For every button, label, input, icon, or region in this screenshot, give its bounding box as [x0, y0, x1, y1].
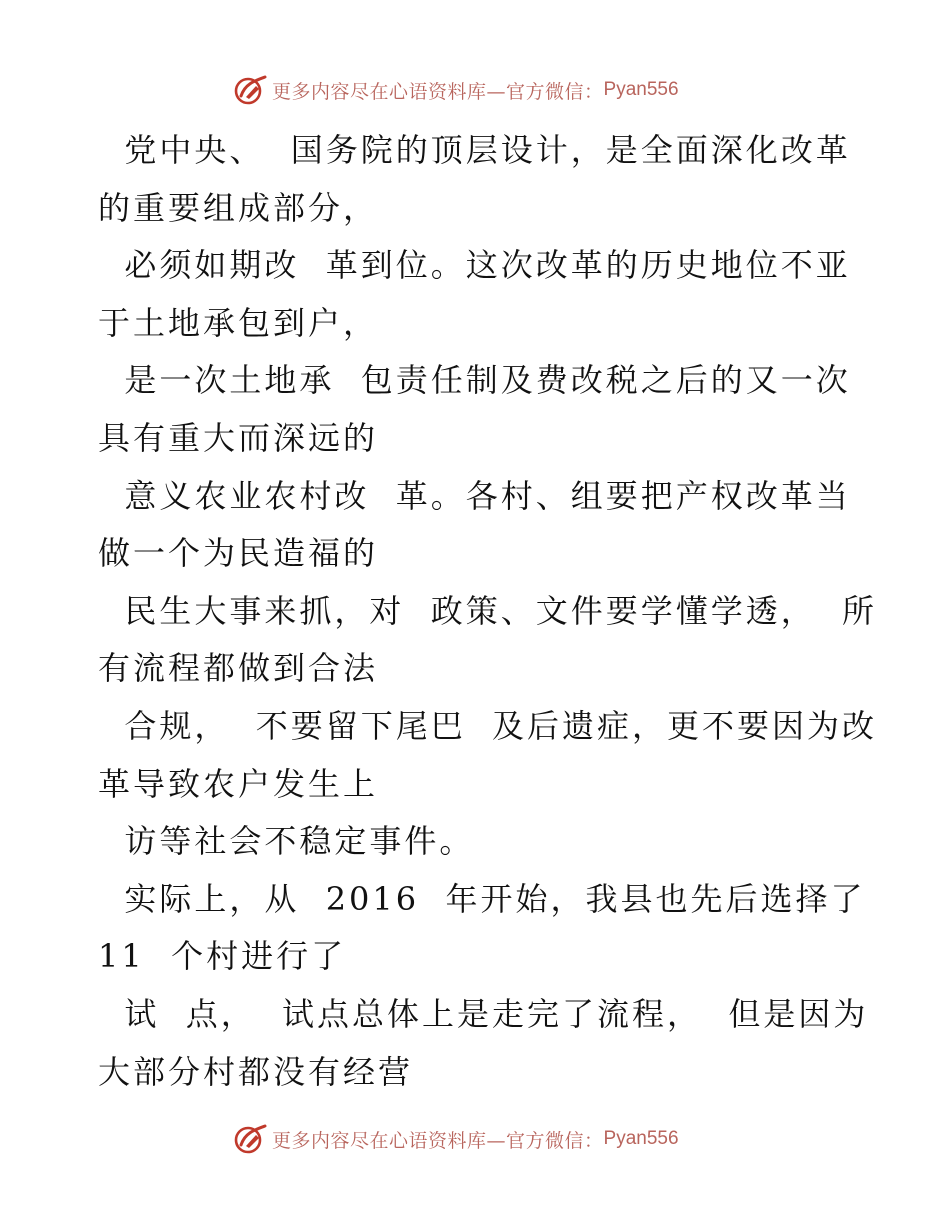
text-line: 于土地承包到户， [98, 303, 379, 342]
ribbon-pen-logo-icon [232, 72, 268, 108]
text-line: 做一个为民造福的 [98, 534, 379, 573]
text-line: 实际上，从 2016 年开始，我县也先后选择了 [98, 879, 866, 918]
text-line: 11 个村进行了 [98, 937, 347, 976]
text-line: 革导致农户发生上 [98, 764, 379, 803]
document-body [98, 122, 878, 1101]
banner-wechat-id: Pyan556 [603, 1128, 679, 1149]
text-line: 具有重大而深远的 [98, 418, 379, 457]
text-line: 的重要组成部分， [98, 188, 379, 227]
text-line: 试 点， 试点总体上是走完了流程， 但是因为 [98, 994, 869, 1033]
text-line: 意义农业农村改 革。各村、组要把产权改革当 [98, 476, 851, 515]
text-line: 大部分村都没有经营 [98, 1052, 414, 1091]
text-line: 民生大事来抓，对 政策、文件要学懂学透， 所 [98, 591, 878, 630]
text-line: 有流程都做到合法 [98, 649, 379, 688]
ribbon-pen-logo-icon [232, 1121, 268, 1157]
banner-text: 更多内容尽在心语资料库—官方微信： [272, 80, 604, 103]
text-line: 是一次土地承 包责任制及费改税之后的又一次 [98, 361, 851, 400]
text-line: 党中央、 国务院的顶层设计，是全面深化改革 [98, 131, 851, 169]
header-banner [232, 72, 679, 108]
banner-wechat-id: Pyan556 [603, 79, 679, 100]
text-line: 合规， 不要留下尾巴 及后遗症，更不要因为改 [98, 706, 878, 745]
banner-text: 更多内容尽在心语资料库—官方微信： [272, 1129, 604, 1152]
text-line: 访等社会不稳定事件。 [98, 822, 475, 861]
footer-banner [232, 1121, 679, 1157]
text-line: 必须如期改 革到位。这次改革的历史地位不亚 [98, 246, 851, 285]
